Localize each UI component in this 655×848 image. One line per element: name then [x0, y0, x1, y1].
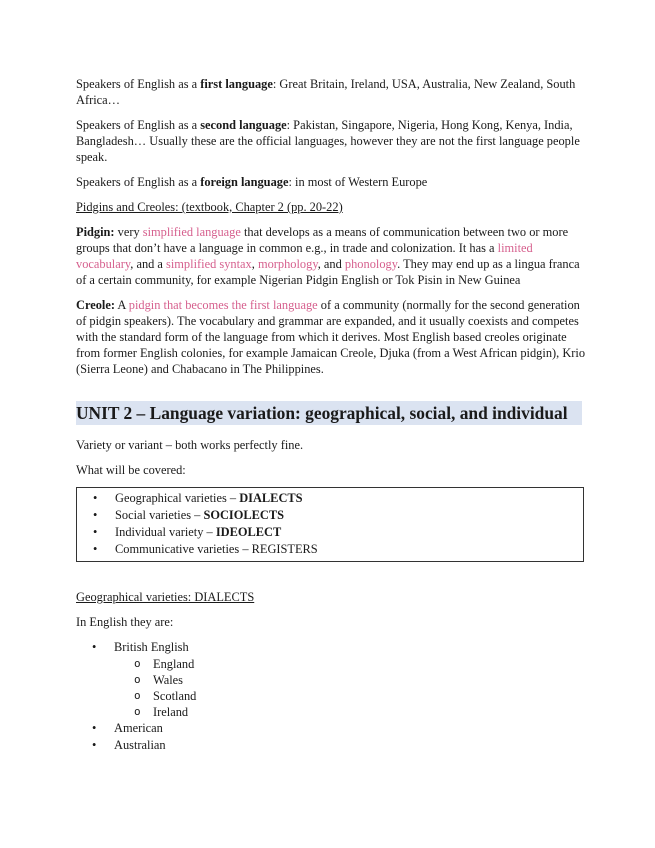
text: British English [114, 640, 189, 654]
paragraph-pidgin [76, 224, 586, 288]
bold-term: DIALECTS [239, 491, 303, 505]
highlight: simplified syntax [166, 257, 252, 271]
text: Australian [114, 738, 166, 752]
term-creole: Creole: [76, 298, 115, 312]
text: Communicative varieties – REGISTERS [115, 542, 318, 556]
text: very [114, 225, 143, 239]
list-item [77, 541, 583, 558]
text: American [114, 721, 163, 735]
bold-term: foreign language [200, 175, 289, 189]
text: , [251, 257, 258, 271]
list-item [76, 737, 586, 754]
term-pidgin: Pidgin: [76, 225, 115, 239]
list-item [76, 720, 586, 737]
unit-heading: UNIT 2 – Language variation: geographical, social, and individual [76, 401, 582, 425]
covered-list [77, 490, 583, 558]
text: Speakers of English as a [76, 118, 201, 132]
text: , and a [130, 257, 167, 271]
bold-term: SOCIOLECTS [203, 508, 285, 522]
text: : Pakistan, Singapore, Nigeria, Hong Kong, Kenya, India, Bangladesh… Usually these are the official languages, however they are not the first language people speak. [76, 118, 580, 164]
list-item [76, 639, 586, 656]
text: that develops as a means of communication between two or more groups that don’t have a language in common e.g., in trade and colonization. It has a [76, 225, 569, 255]
list-item [77, 490, 583, 507]
document-page [76, 76, 586, 754]
bold-term: IDEOLECT [215, 525, 282, 539]
paragraph-creole [76, 297, 586, 377]
bold-term: first language [200, 77, 273, 91]
text: A [115, 298, 129, 312]
highlight: simplified language [142, 225, 241, 239]
paragraph-foreign-language [76, 174, 586, 190]
list-item: o England [76, 656, 586, 672]
text: : Great Britain, Ireland, USA, Australia, New Zealand, South Africa… [76, 77, 576, 107]
covered-box [76, 487, 584, 562]
pidgins-creoles-subheading: Pidgins and Creoles: (textbook, Chapter 2 (pp. 20-22) [76, 200, 343, 214]
dialects-list [76, 639, 586, 656]
text: . They may end up as a lingua franca of a certain community, for example Nigerian Pidgin English or Tok Pisin in New Guinea [76, 257, 580, 287]
highlight: pidgin that becomes the first language [128, 298, 318, 312]
highlight: phonology [344, 257, 398, 271]
list-item: o Ireland [76, 704, 586, 720]
paragraph-what-covered: What will be covered: [76, 463, 186, 477]
list-item: o Wales [76, 672, 586, 688]
text: Social varieties – [115, 508, 204, 522]
list-item [77, 507, 583, 524]
paragraph-variety: Variety or variant – both works perfectly fine. [76, 438, 304, 452]
text: Speakers of English as a [76, 175, 201, 189]
british-sublist [76, 656, 586, 720]
paragraph-first-language [76, 76, 586, 108]
text: , and [317, 257, 345, 271]
highlight: morphology [257, 257, 318, 271]
bold-term: second language [200, 118, 287, 132]
text: : in most of Western Europe [288, 175, 428, 189]
highlight: limited vocabulary [76, 241, 533, 271]
text: Speakers of English as a [76, 77, 201, 91]
text: Geographical varieties – [115, 491, 240, 505]
text: Individual variety – [115, 525, 216, 539]
dialects-list-cont [76, 720, 586, 754]
dialects-subheading: Geographical varieties: DIALECTS [76, 590, 255, 604]
list-item: o Scotland [76, 688, 586, 704]
paragraph-in-english: In English they are: [76, 615, 174, 629]
paragraph-second-language [76, 117, 586, 165]
list-item [77, 524, 583, 541]
text: of a community (normally for the second generation of pidgin speakers). The vocabulary and grammar are expanded, and it usually coexists and competes with the standard form of the language from which it derives. Most English based creoles originate from former English colonies, for example Jamaican Creole, Djuka (from a West African pidgin), Krio (Sierra Leone) and Chabacano in The Philippines. [76, 298, 586, 376]
